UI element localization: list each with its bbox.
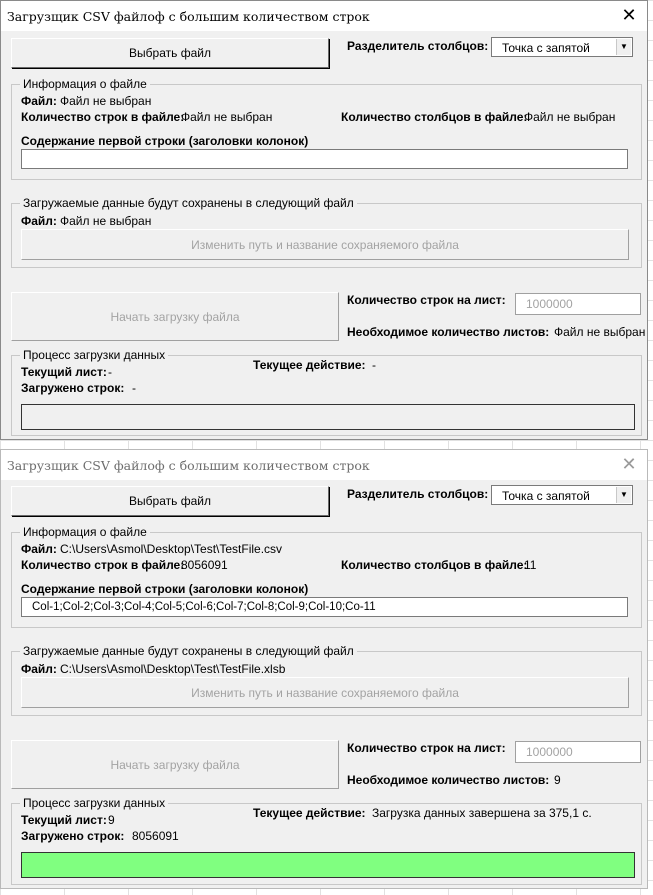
title-bar: [1, 450, 647, 480]
file-info-caption: Информация о файле: [20, 77, 150, 91]
sheets-needed-value: 9: [554, 773, 561, 787]
delimiter-value: Точка с запятой: [502, 41, 590, 55]
sheets-needed-value: Файл не выбран: [554, 325, 646, 339]
rows-per-sheet-input[interactable]: 1000000: [515, 741, 641, 763]
current-action-value: -: [372, 358, 376, 372]
csv-loader-dialog-completed: [0, 449, 648, 889]
loaded-rows-label: Загружено строк:: [21, 381, 125, 395]
start-load-button[interactable]: Начать загрузку файла: [11, 740, 339, 789]
select-file-button[interactable]: Выбрать файл: [11, 486, 329, 516]
progress-fill: [22, 853, 634, 877]
chevron-down-icon[interactable]: ▼: [616, 487, 631, 503]
progress-bar: [21, 852, 635, 878]
header-row-field[interactable]: [21, 149, 628, 169]
output-file-caption: Загружаемые данные будут сохранены в следующий файл: [20, 644, 357, 658]
current-sheet-label: Текущий лист:: [21, 365, 107, 379]
close-icon[interactable]: ✕: [621, 454, 637, 474]
output-file-label: Файл:: [21, 214, 57, 228]
delimiter-select[interactable]: [491, 37, 633, 57]
change-output-path-button[interactable]: Изменить путь и название сохраняемого файла: [21, 677, 629, 708]
file-value: C:\Users\Asmol\Desktop\Test\TestFile.csv: [60, 542, 283, 556]
current-action-label: Текущее действие:: [253, 806, 366, 820]
change-output-path-button[interactable]: Изменить путь и название сохраняемого файла: [21, 229, 629, 260]
current-action-label: Текущее действие:: [253, 358, 366, 372]
process-caption: Процесс загрузки данных: [20, 348, 168, 362]
loaded-rows-label: Загружено строк:: [21, 829, 125, 843]
chevron-down-icon[interactable]: ▼: [616, 39, 631, 55]
title-bar: [1, 1, 647, 31]
delimiter-label: Разделитель столбцов:: [347, 487, 489, 501]
header-row-label: Содержание первой строки (заголовки колонок): [21, 134, 309, 148]
current-sheet-value: 9: [108, 813, 115, 827]
sheets-needed-label: Необходимое количество листов:: [347, 325, 550, 339]
cols-in-file-label: Количество столбцов в файле:: [341, 558, 528, 572]
process-caption: Процесс загрузки данных: [20, 796, 168, 810]
close-icon[interactable]: ✕: [621, 5, 637, 25]
rows-per-sheet-label: Количество строк на лист:: [347, 293, 506, 307]
rows-in-file-label: Количество строк в файле:: [21, 558, 185, 572]
rows-in-file-value: Файл не выбран: [181, 110, 273, 124]
csv-loader-dialog-initial: [0, 0, 648, 440]
sheets-needed-label: Необходимое количество листов:: [347, 773, 550, 787]
file-info-caption: Информация о файле: [20, 525, 150, 539]
current-sheet-value: -: [108, 365, 112, 379]
select-file-button[interactable]: Выбрать файл: [11, 38, 329, 68]
loaded-rows-value: -: [132, 381, 136, 395]
rows-per-sheet-input[interactable]: 1000000: [515, 293, 641, 315]
dialog-title: Загрузщик CSV файлоф с большим количеством строк: [7, 458, 370, 473]
header-row-field[interactable]: Col-1;Col-2;Col-3;Col-4;Col-5;Col-6;Col-7;Col-8;Col-9;Col-10;Co-11: [21, 597, 628, 617]
delimiter-select[interactable]: [491, 485, 633, 505]
dialog-title: Загрузщик CSV файлоф с большим количеством строк: [7, 9, 370, 24]
file-label: Файл:: [21, 94, 57, 108]
header-row-label: Содержание первой строки (заголовки колонок): [21, 582, 309, 596]
current-sheet-label: Текущий лист:: [21, 813, 107, 827]
rows-per-sheet-label: Количество строк на лист:: [347, 741, 506, 755]
file-label: Файл:: [21, 542, 57, 556]
cols-in-file-value: Файл не выбран: [524, 110, 616, 124]
cols-in-file-value: 11: [524, 558, 537, 572]
progress-bar: [21, 404, 635, 430]
output-file-value: Файл не выбран: [60, 214, 152, 228]
output-file-label: Файл:: [21, 662, 57, 676]
rows-in-file-value: 8056091: [181, 558, 228, 572]
file-value: Файл не выбран: [60, 94, 152, 108]
loaded-rows-value: 8056091: [132, 829, 179, 843]
delimiter-label: Разделитель столбцов:: [347, 39, 489, 53]
output-file-value: C:\Users\Asmol\Desktop\Test\TestFile.xlsb: [60, 662, 286, 676]
rows-in-file-label: Количество строк в файле:: [21, 110, 185, 124]
output-file-caption: Загружаемые данные будут сохранены в следующий файл: [20, 196, 357, 210]
current-action-value: Загрузка данных завершена за 375,1 с.: [372, 806, 592, 820]
cols-in-file-label: Количество столбцов в файле:: [341, 110, 528, 124]
delimiter-value: Точка с запятой: [502, 489, 590, 503]
start-load-button[interactable]: Начать загрузку файла: [11, 292, 339, 341]
